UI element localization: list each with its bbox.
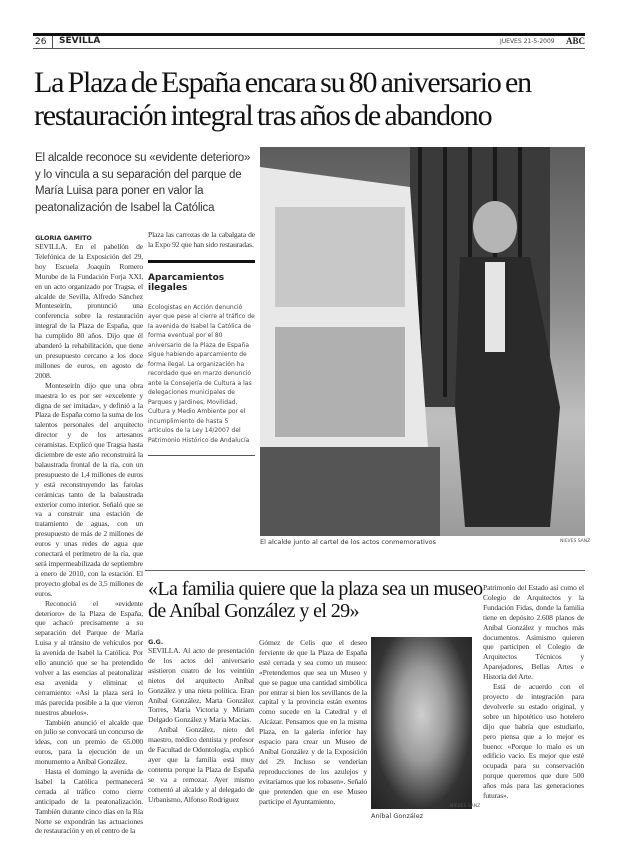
section-divider [145,570,585,571]
column-2-stack [148,230,255,456]
headline: La Plaza de España encara su 80 aniversario en restauración integral tras años de abandono [34,66,531,132]
subheadline: El alcalde reconoce su «evidente deterioro» y lo vincula a su separación del parque de María Luisa para poner en valor la peatonalización de Isabel la Católica [35,152,251,214]
abc-logo: ABC [566,36,586,46]
paragraph: SEVILLA. Al acto de presentación de los actos del aniversario asistieron cuatro de los veintiún nietos del arquitecto Aníbal González y una nieta política. Eran Aníbal González, Marta González Torres, María Victoria y Miriam Delgado González y María Macías. [148,646,254,725]
photo-illustration [260,147,585,536]
paragraph: También anunció el alcalde que en julio se convocará un concurso de ideas, con un premio de 65.000 euros, para la ejecución de un monumento a Aníbal González. [35,717,143,767]
photo2-caption: Aníbal González [371,812,424,820]
paragraph: Monteseirín dijo que una obra maestra lo es por ser «excelente y digna de ser imitada», y definió a la Plaza de España como la suma de los talentos personales del arquitecto director y de los artesanos ceramistas. Explicó que Tragsa hasta diciembre de este año reconstruirá la balaustrada frontal de la ría, con un presupuesto de 1,4 millones de euros y está reconstruyendo las farolas cerámicas tanto de la balaustrada exterior como interior. Señaló que se va a construir una estación de tratamiento de aguas, con un presupuesto de más de 2 millones de euros y unas redes de agua que conectará el perímetro de la ría, que será impermeabilizada de septiembre a enero de 2010, con la estación. El proyecto global es de 3,5 millones de euros. [35,380,143,598]
section-label: SEVILLA [52,36,100,48]
page-number: 26 [35,37,47,47]
sidebar-text: Ecologistas en Acción denunció ayer que pese al cierre al tráfico de la avenida de Isabel la Católica de forma eventual por el 80 aniversario de la Plaza de España sigue habiendo aparcamiento de forma ilegal. La organización ha recordado que en marzo denunció ante la Consejería de Cultura a las delegaciones municipales de Parques y Jardines, Movilidad, Cultura y Medio Ambiente por el incumplimiento de hasta 5 artículos de la Ley 14/2007 del Patrimonio Histórico de Andalucía [148,303,255,444]
paragraph: Reconoció el «evidente deterioro» de la Plaza de España, que achacó precisamente a su separación del Parque de María Luisa y al tránsito de vehículos por la avenida de Isabel la Católica. Por ello anunció que se ha pretendido volver a las esencias al peatonalizar esa avenida y eliminar el cerramiento: «Así la plaza será lo más parecida posible a la que vieron nuestros abuelos». [35,598,143,717]
article-column-2 [148,230,255,250]
issue-date: JUEVES 21-5-2009 [500,38,555,45]
second-column-3 [483,583,584,801]
sidebar-box [148,260,255,457]
paragraph-continued: Plaza las carrozas de la cabalgata de la Expo 92 que han sido restauradas. [148,230,255,249]
second-column-2 [259,638,367,806]
header-rule [33,33,585,36]
sidebar-title: Aparcamientos ilegales [148,272,225,293]
header-underline [33,48,585,49]
paragraph-continued: Gómez de Celis que el deseo ferviente de que la Plaza de España esté cerrada y sea como un museo: «Pretendemos que sea un Museo y que se pague una cantidad simbólica por entrar si bien los sevillanos de la capital y la provincia están exentos como sucede en la Catedral y el Alcázar. Pensamos que en la misma Plaza, en la galería inferior hay espacio para crear un Museo de Aníbal González y de la Exposición del 29. Incluso se venderían reproducciones de los azulejos y evitaríamos que los robasen». Señaló que pretenden que en ese Museo participe el Ayuntamiento, [259,638,367,806]
byline: GLORIA GAMITO [35,234,92,242]
photo2-credit: NIEVES SANZ [450,804,481,809]
second-column-1 [148,638,254,805]
mayor-photo [260,147,585,536]
photo-caption: El alcalde junto al cartel de los actos conmemorativos [260,538,436,546]
secondary-headline: «La familia quiere que la plaza sea un museo de Aníbal González y el 29» [148,578,483,622]
paragraph-continued: Patrimonio del Estado así como el Colegio de Arquitectos y la Fundación Fidas, donde la familia tiene en depósito 2.608 planos de Aníbal González y muchos más documentos. Asimismo quieren que participen el Colegio de Arquitectos Técnicos y Aparejadores, Bellas Artes e Historia del Arte. [483,583,584,682]
photo-credit: NIEVES SANZ [560,539,591,544]
paragraph: Hasta el domingo la avenida de Isabel la Católica permanecerá cerrada al tráfico como cierre anticipado de la peatonalización. También durante cinco días en la Ría Norte se expondrán las actuaciones de restauración y en el centro de la [35,767,143,836]
article-column-1 [35,234,143,836]
byline: G.G. [148,638,164,646]
anibal-gonzalez-photo [371,637,472,809]
paragraph: Aníbal González, nieto del maestro, médico dentista y profesor de Facultad de Odontología, explicó ayer que la familia está muy contenta porque la Plaza de España se va a remozar. Ayer mismo comentó al alcalde y al delegado de Urbanismo, Alfonso Rodríguez [148,725,254,804]
paragraph: SEVILLA. En el pabellón de Telefónica de la Exposición del 29, hoy Escuela Joaquín Romero Murube de la Fundación Forja XXI, en un acto organizado por Tragsa, el alcalde de Sevilla, Alfredo Sánchez Monteseirín, pronunció una conferencia sobre la restauración integral de la Plaza de España, que ha cumplido 80 años. Dijo que él abanderó la rehabilitación, que tiene un presupuesto cercano a los doce millones de euros, en agosto de 2008. [35,242,143,380]
paragraph: Está de acuerdo con el proyecto de integración para devolverle su estado original, y sobre un hipotético uso hotelero dijo que habría que estudiarlo, pero piensa que a lo mejor es bueno: «Porque lo malo es un edificio vacío. Es mejor que esté ocupada para su conservación porque queremos que dure 500 años más para las generaciones futuras». [483,682,584,801]
